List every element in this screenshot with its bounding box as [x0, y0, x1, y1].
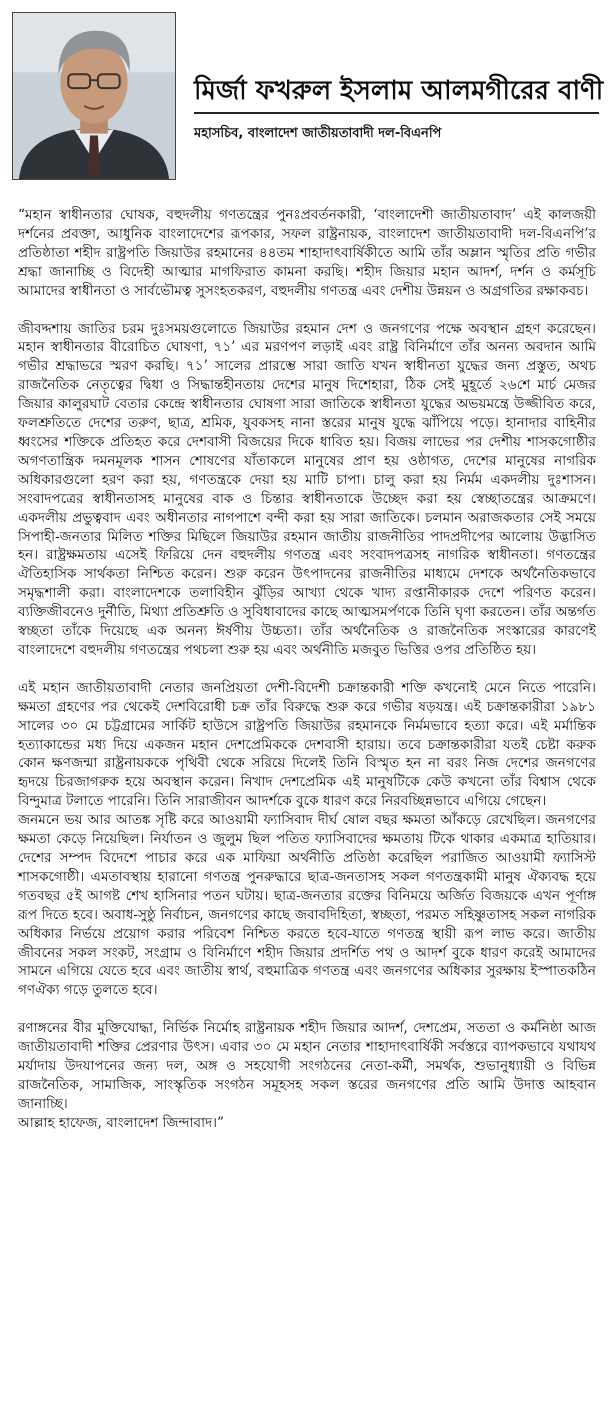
paragraph-2: জীবদ্দশায় জাতির চরম দুঃসময়গুলোতে জিয়াউর রহমান দেশ ও জনগণের পক্ষে অবস্থান গ্রহণ করেছেন। মহান স্বাধীনতার বীরোচিত ঘোষণা, ৭১’ এর মরণপণ লড়াই এবং রাষ্ট্র বিনির্মাণে তাঁর অনন্য অবদান আমি গভীর শ্রদ্ধাভরে স্মরণ করছি। ৭১’ সালের প্রারম্ভে সারা জাতি যখন স্বাধীনতা যুদ্ধের জন্য প্রস্তুত, অথচ রাজনৈতিক নেতৃত্বের দ্বিধা ও সিদ্ধান্তহীনতায় দেশের মানুষ দিশেহারা, ঠিক সেই মুহূর্তে ২৬শে মার্চ মেজর জিয়ার কালুরঘাট বেতার কেন্দ্রে স্বাধীনতার ঘোষণা সারা জাতিকে স্বাধীনতা যুদ্ধের অভয়মন্ত্রে উজ্জীবিত করে, ফলশ্রুতিতে দেশের তরুণ, ছাত্র, শ্রমিক, যুবকসহ নানা স্তরের মানুষ যুদ্ধে ঝাঁপিয়ে পড়ে। হানাদার বাহিনীর ধ্বংসের শক্তিকে প্রতিহত করে দেশবাসী বিজয়ের দিকে ধাবিত হয়। বিজয় লাভের পর দেশীয় শাসকগোষ্ঠীর অগণতান্ত্রিক দমনমূলক শাসন শোষণের যাঁতাকলে মানুষের প্রাণ হয় ওষ্ঠাগত, দেশের মানুষের নাগরিক অধিকারগুলো হরণ করা হয়, গণতন্ত্রকে দেয়া হয় মাটি চাপা। চালু করা হয় নির্মম একদলীয় দুঃশাসন। সংবাদপত্রের স্বাধীনতাসহ মানুষের বাক ও চিন্তার স্বাধীনতাকে উচ্ছেদ করা হয় স্বেচ্ছাতন্ত্রের আক্রমণে। একদলীয় প্রভুত্ববাদ এবং অধীনতার নাগপাশে বন্দী করা হয় সারা জাতিকে। চলমান অরাজকতার সেই সময়ে সিপাহী-জনতার মিলিত শক্তির মিছিলে জিয়াউর রহমান জাতীয় রাজনীতির পাদপ্রদীপের আলোয় উদ্ভাসিত হন। রাষ্ট্রক্ষমতায় এসেই ফিরিয়ে দেন বহুদলীয় গণতন্ত্র এবং সংবাদপত্রসহ নাগরিক স্বাধীনতা। গণতন্ত্রের ঐতিহাসিক সার্থকতা নিশ্চিত করেন। শুরু করেন উৎপাদনের রাজনীতির মাধ্যমে দেশকে অর্থনৈতিকভাবে সমৃদ্ধশালী করা। বাংলাদেশকে তলাবিহীন ঝুঁড়ির আখ্যা থেকে খাদ্য রপ্তানীকারক দেশে পরিণত করেন। ব্যক্তিজীবনেও দুর্নীতি, মিথ্যা প্রতিশ্রুতি ও সুবিধাবাদের কাছে আত্মসমর্পণকে তিনি ঘৃণা করতেন। তাঁর অন্তর্গত স্বচ্ছতা তাঁকে দিয়েছে এক অনন্য ঈর্ষণীয় উচ্চতা। তাঁর অর্থনৈতিক ও রাজনৈতিক সংস্কারের কারণেই বাংলাদেশে বহুদলীয় গণতন্ত্রের পথচলা শুরু হয় এবং অর্থনীতি মজবুত ভিত্তির ওপর প্রতিষ্ঠিত হয়। [18, 320, 596, 658]
paragraph-4: জনমনে ভয় আর আতঙ্ক সৃষ্টি করে আওয়ামী ফ্যাসিবাদ দীর্ঘ ষোল বছর ক্ষমতা আঁকড়ে রেখেছিল। জনগণের ক্ষমতা কেড়ে নিয়েছিল। নির্যাতন ও জুলুম ছিল পতিত ফ্যাসিবাদের ক্ষমতায় টিকে থাকার একমাত্র হাতিয়ার। দেশের সম্পদ বিদেশে পাচার করে এক মাফিয়া অর্থনীতি প্রতিষ্ঠা করেছিল পরাজিত আওয়ামী ফ্যাসিস্ট শাসকগোষ্ঠী। এমতাবস্থায় হারানো গণতন্ত্র পুনরুদ্ধারে ছাত্র-জনতাসহ সকল গণতন্ত্রকামী মানুষ ঐক্যবদ্ধ হয়ে গতবছর ৫ই আগষ্ট শেখ হাসিনার পতন ঘটায়। ছাত্র-জনতার রক্তের বিনিময়ে অর্জিত বিজয়কে এখন পূর্ণাঙ্গ রূপ দিতে হবে। অবাধ-সুষ্ঠু নির্বাচন, জনগণের কাছে জবাবদিহিতা, স্বচ্ছতা, পরমত সহিষ্ণুতাসহ সকল নাগরিক অধিকার নির্ভয়ে প্রয়োগ করার পরিবেশ নিশ্চিত করতে হবে-যাতে গণতন্ত্র স্থায়ী রূপ লাভ করে। জাতীয় জীবনের সকল সংকট, সংগ্রাম ও বিনির্মাণে শহীদ জিয়ার প্রদর্শিত পথ ও আদর্শ বুকে ধারণ করেই আমাদের সামনে এগিয়ে যেতে হবে এবং জাতীয় স্বার্থ, বহুমাত্রিক গণতন্ত্র এবং জনগণের অধিকার সুরক্ষায় ইস্পাতকঠিন গণঐক্য গড়ে তুলতে হবে। [18, 812, 596, 999]
message-body [18, 206, 596, 1133]
paragraph-5: রণাঙ্গনের বীর মুক্তিযোদ্ধা, নির্ভিক নির্মোহ রাষ্ট্রনায়ক শহীদ জিয়ার আদর্শ, দেশপ্রেম, সততা ও কর্মনিষ্ঠা আজ জাতীয়তাবাদী শক্তির প্রেরণার উৎস। এবার ৩০ মে মহান নেতার শাহাদাৎবার্ষিকী সর্বস্তরে ব্যাপকভাবে যথাযথ মর্যাদায় উদযাপনের জন্য দল, অঙ্গ ও সহযোগী সংগঠনের নেতা-কর্মী, সমর্থক, শুভানুধ্যায়ী ও বিভিন্ন রাজনৈতিক, সামাজিক, সাংস্কৃতিক সংগঠন সমূহসহ সকল স্তরের জনগণের প্রতি আমি উদাত্ত আহবান জানাচ্ছি। [18, 1020, 596, 1112]
paragraph-1: “মহান স্বাধীনতার ঘোষক, বহুদলীয় গণতন্ত্রের পুনঃপ্রবর্তনকারী, ‘বাংলাদেশী জাতীয়তাবাদ’ এই কালজয়ী দর্শনের প্রবক্তা, আধুনিক বাংলাদেশের রূপকার, সফল রাষ্ট্রনায়ক, বাংলাদেশ জাতীয়তাবাদী দল-বিএনপি’র প্রতিষ্ঠাতা শহীদ রাষ্ট্রপতি জিয়াউর রহমানের ৪৪তম শাহাদাৎবার্ষিকীতে আমি তাঁর অম্লান স্মৃতির প্রতি গভীর শ্রদ্ধা জানাচ্ছি ও বিদেহী আত্মার মাগফিরাত কামনা করছি। শহীদ জিয়ার মহান আদর্শ, দর্শন ও কর্মসূচি আমাদের স্বাধীনতা ও সার্বভৌমত্ব সুসংহতকরণ, বহুদলীয় গণতন্ত্র এবং দেশীয় উন্নয়ন ও অগ্রগতির রক্ষাকবচ। [18, 207, 596, 299]
paragraph-3: এই মহান জাতীয়তাবাদী নেতার জনপ্রিয়তা দেশী-বিদেশী চক্রান্তকারী শক্তি কখনোই মেনে নিতে পারেনি। ক্ষমতা গ্রহণের পর থেকেই দেশবিরোধী চক্র তাঁর বিরুদ্ধে শুরু করে গভীর ষড়যন্ত্র। এই চক্রান্তকারীরা ১৯৮১ সালের ৩০ মে চট্টগ্রামের সার্কিট হাউসে রাষ্ট্রপতি জিয়াউর রহমানকে নির্মমভাবে হত্যা করে। এই মর্মান্তিক হত্যাকান্ডের মধ্য দিয়ে একজন মহান দেশপ্রেমিককে দেশবাসী হারায়। তবে চক্রান্তকারীরা যতই চেষ্টা করুক কোন ক্ষণজন্মা রাষ্ট্রনায়ককে পৃথিবী থেকে সরিয়ে দিলেই তিনি বিস্মৃত হন না বরং নিজ দেশের জনগণের হৃদয়ে চিরজাগরুক হয়ে অবস্থান করেন। নিখাদ দেশপ্রেমিক এই মানুষটিকে কেউ কখনো তাঁর বিশ্বাস থেকে বিন্দুমাত্র টলাতে পারেনি। তিনি সারাজীবন আদর্শকে বুকে ধারণ করে নিরবচ্ছিন্নভাবে এগিয়ে গেছেন। [18, 679, 596, 810]
page-title: মির্জা ফখরুল ইসলাম আলমগীরের বাণী [194, 76, 604, 106]
person-portrait-icon [13, 13, 175, 179]
header [12, 12, 602, 184]
title-divider [194, 112, 599, 114]
portrait-photo [12, 12, 176, 180]
closing-line: আল্লাহ হাফেজ, বাংলাদেশ জিন্দাবাদ।” [18, 1114, 224, 1131]
author-designation: মহাসচিব, বাংলাদেশ জাতীয়তাবাদী দল-বিএনপি [194, 126, 442, 141]
